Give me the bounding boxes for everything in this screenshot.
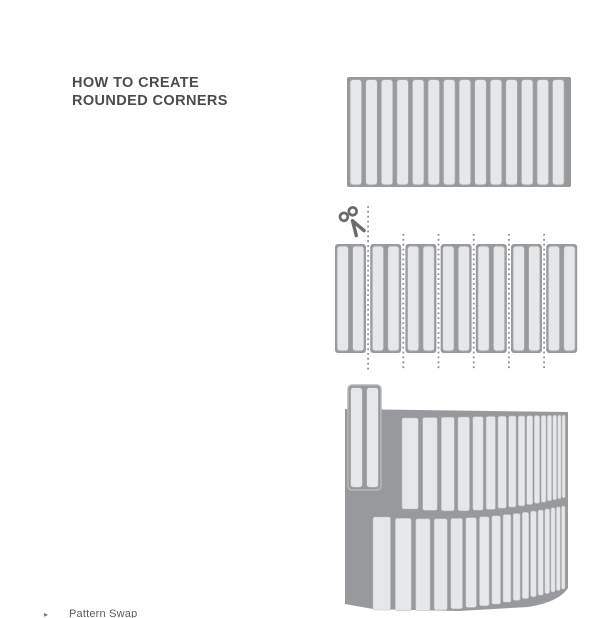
tile-bar bbox=[518, 416, 525, 506]
tile-bar bbox=[473, 417, 483, 511]
tile-bar bbox=[381, 80, 393, 186]
tile-bar bbox=[350, 80, 362, 186]
tile-bar bbox=[373, 517, 391, 610]
tile-bar bbox=[564, 246, 576, 351]
tile-bar bbox=[537, 80, 549, 186]
tile-bar bbox=[443, 80, 455, 186]
tile-bar bbox=[423, 418, 438, 511]
tile-bar bbox=[397, 80, 409, 186]
tile-bar bbox=[458, 417, 470, 511]
tile-bar bbox=[498, 416, 506, 508]
tile-bar bbox=[513, 514, 520, 601]
tile-bar bbox=[492, 516, 501, 604]
tile-bar bbox=[529, 246, 541, 351]
page-title-line2: ROUNDED CORNERS bbox=[72, 93, 228, 109]
tile-bar bbox=[443, 246, 455, 351]
tile-bar bbox=[527, 416, 533, 505]
diagram-cut-sheet bbox=[330, 195, 586, 380]
tile-bar bbox=[538, 510, 543, 595]
tile-bar bbox=[513, 246, 525, 351]
tile-bar bbox=[475, 80, 487, 186]
tile-bar bbox=[416, 519, 430, 611]
tile-bar bbox=[552, 80, 564, 186]
tile-bar bbox=[395, 518, 411, 611]
tile-bar bbox=[458, 246, 470, 351]
tile-bar bbox=[459, 80, 471, 186]
tile-bar bbox=[388, 246, 400, 351]
loose-tile-pair bbox=[348, 385, 381, 490]
tile-bar bbox=[521, 80, 533, 186]
tile-bar bbox=[509, 416, 516, 507]
page-title bbox=[72, 74, 228, 110]
tile-bar bbox=[434, 519, 447, 610]
page-title-line1: HOW TO CREATE bbox=[72, 75, 200, 91]
tile-bar bbox=[353, 246, 365, 351]
tile-bar bbox=[428, 80, 440, 186]
cut-pairs bbox=[335, 244, 577, 353]
tile-bar bbox=[423, 246, 435, 351]
tile-bar bbox=[412, 80, 424, 186]
tile-bar bbox=[547, 415, 551, 501]
scissors-icon bbox=[339, 206, 368, 238]
tile-bar bbox=[556, 507, 560, 591]
tile-bar bbox=[367, 388, 379, 488]
tile-bar bbox=[545, 509, 550, 594]
tile-bar bbox=[486, 417, 495, 510]
tile-bar bbox=[551, 508, 555, 592]
tile-bar bbox=[522, 512, 529, 598]
diagram-uncut-sheet bbox=[344, 75, 574, 190]
tile-bar bbox=[366, 80, 378, 186]
tile-bar bbox=[478, 246, 490, 351]
tile-bar bbox=[493, 246, 505, 351]
tile-bar bbox=[480, 517, 490, 606]
tile-bar bbox=[407, 246, 419, 351]
tile-bar bbox=[503, 515, 511, 603]
tile-bar bbox=[531, 511, 537, 597]
tile-bar bbox=[562, 506, 566, 589]
diagram-rounded-corner-wall bbox=[340, 378, 586, 618]
footer-bullet: ▸ bbox=[44, 610, 49, 618]
tile-bar bbox=[562, 415, 565, 498]
tile-bar bbox=[337, 246, 349, 351]
corner-bottom-row bbox=[373, 506, 565, 611]
footer-label: Pattern Swap bbox=[69, 608, 138, 618]
tile-bar bbox=[534, 416, 539, 504]
tile-bar bbox=[466, 518, 477, 608]
tile-bar bbox=[451, 518, 463, 608]
tile-bar bbox=[506, 80, 518, 186]
tile-bar bbox=[490, 80, 502, 186]
tile-bar bbox=[351, 388, 363, 488]
tile-bar bbox=[372, 246, 384, 351]
tile-bar bbox=[558, 415, 561, 499]
tile-bar bbox=[402, 418, 418, 509]
tile-bar bbox=[441, 417, 454, 511]
tile-bar bbox=[553, 415, 557, 500]
tile-bar bbox=[541, 416, 546, 503]
tile-bar bbox=[548, 246, 560, 351]
